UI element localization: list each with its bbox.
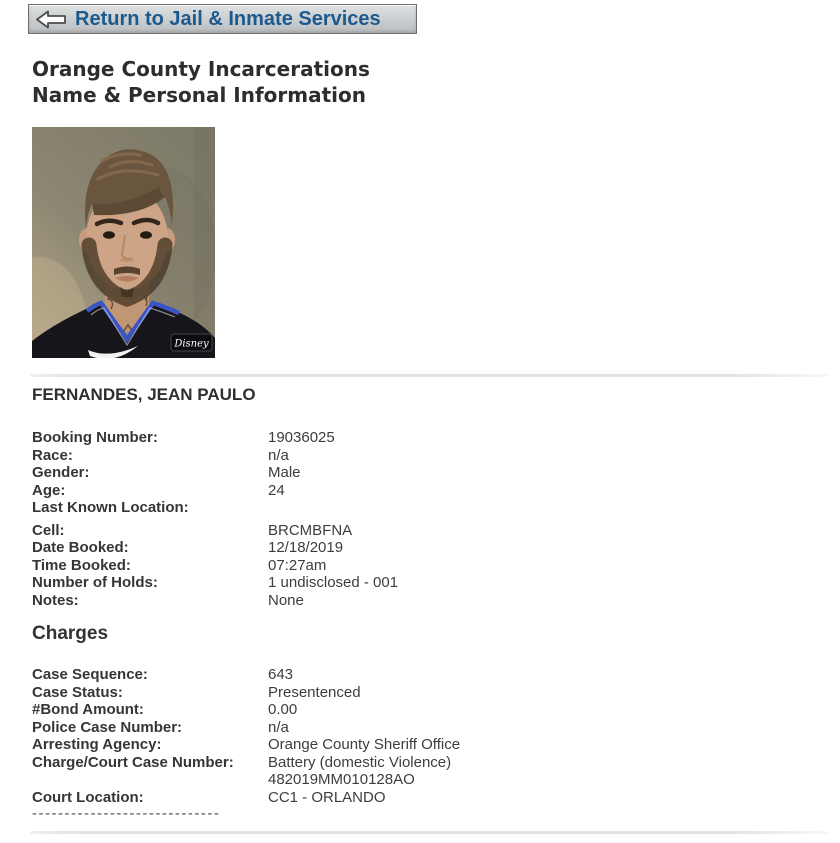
page-title-line2: Name & Personal Information xyxy=(32,83,367,107)
mugshot-photo xyxy=(32,127,215,358)
field-label: Date Booked: xyxy=(32,539,129,556)
back-button[interactable] xyxy=(28,4,417,34)
info-row-notes xyxy=(32,592,672,610)
info-row-age xyxy=(32,482,672,500)
field-label: Case Sequence: xyxy=(32,666,148,683)
field-value: Male xyxy=(268,464,301,481)
section-divider-bottom xyxy=(30,831,829,834)
personal-info-list xyxy=(32,429,672,609)
field-value: 24 xyxy=(268,481,285,499)
info-row-number-of-holds xyxy=(32,574,672,592)
field-label: Arresting Agency: xyxy=(32,736,162,753)
field-value: 1 undisclosed - 001 xyxy=(268,574,399,591)
field-label: Time Booked: xyxy=(32,556,131,574)
back-button-label: Return to Jail & Inmate Services xyxy=(75,8,381,30)
charge-row-court-location xyxy=(32,789,672,807)
field-label: #Bond Amount: xyxy=(32,701,144,718)
info-row-gender xyxy=(32,464,672,482)
charge-row-arresting-agency xyxy=(32,736,672,754)
charge-row-police-case-number xyxy=(32,719,672,737)
charge-row-case-status xyxy=(32,684,672,702)
info-row-race xyxy=(32,447,672,465)
section-divider-top xyxy=(30,374,829,377)
field-value: Orange County Sheriff Office xyxy=(268,736,461,753)
field-label: Notes: xyxy=(32,591,79,609)
field-label: Booking Number: xyxy=(32,429,158,446)
field-value xyxy=(268,754,451,789)
charge-row-charge-court-case-number xyxy=(32,754,672,789)
disney-patch xyxy=(171,334,212,351)
mugshot-illustration xyxy=(32,127,215,358)
disney-patch-label: Disney xyxy=(174,338,209,350)
field-value: 0.00 xyxy=(268,701,298,718)
field-value: Presentenced xyxy=(268,683,361,701)
field-value: 12/18/2019 xyxy=(268,539,344,556)
info-row-booking-number xyxy=(32,429,672,447)
inmate-name: FERNANDES, JEAN PAULO xyxy=(32,385,256,404)
court-case-number: 482019MM010128AO xyxy=(268,771,415,788)
field-label: Court Location: xyxy=(32,788,144,806)
field-value: n/a xyxy=(268,718,289,736)
field-value: 643 xyxy=(268,666,294,683)
info-row-cell xyxy=(32,522,672,540)
field-label: Gender: xyxy=(32,464,90,481)
back-arrow-icon xyxy=(36,10,66,29)
field-label: Police Case Number: xyxy=(32,718,183,736)
charge-row-case-sequence xyxy=(32,666,672,684)
field-label: Charge/Court Case Number: xyxy=(32,753,234,771)
charge-row-bond-amount xyxy=(32,701,672,719)
page-title xyxy=(32,56,370,108)
field-value: 07:27am xyxy=(268,556,327,574)
charges-list xyxy=(32,666,672,806)
field-value: n/a xyxy=(268,446,289,464)
info-row-last-known-location xyxy=(32,499,672,517)
charge-description: Battery (domestic Violence) xyxy=(268,753,452,771)
charges-heading: Charges xyxy=(32,623,109,644)
field-label: Last Known Location: xyxy=(32,499,189,516)
field-label: Case Status: xyxy=(32,683,123,701)
field-value: BRCMBFNA xyxy=(268,521,353,539)
field-value: None xyxy=(268,591,304,609)
page-title-line1: Orange County Incarcerations xyxy=(32,57,370,81)
field-label: Age: xyxy=(32,481,66,499)
field-value: CC1 - ORLANDO xyxy=(268,788,386,806)
field-label: Race: xyxy=(32,446,73,464)
charge-separator: ----------------------------- xyxy=(32,805,221,822)
field-label: Cell: xyxy=(32,521,65,539)
field-value: 19036025 xyxy=(268,429,335,446)
field-label: Number of Holds: xyxy=(32,574,158,591)
info-row-time-booked xyxy=(32,557,672,575)
info-row-date-booked xyxy=(32,539,672,557)
